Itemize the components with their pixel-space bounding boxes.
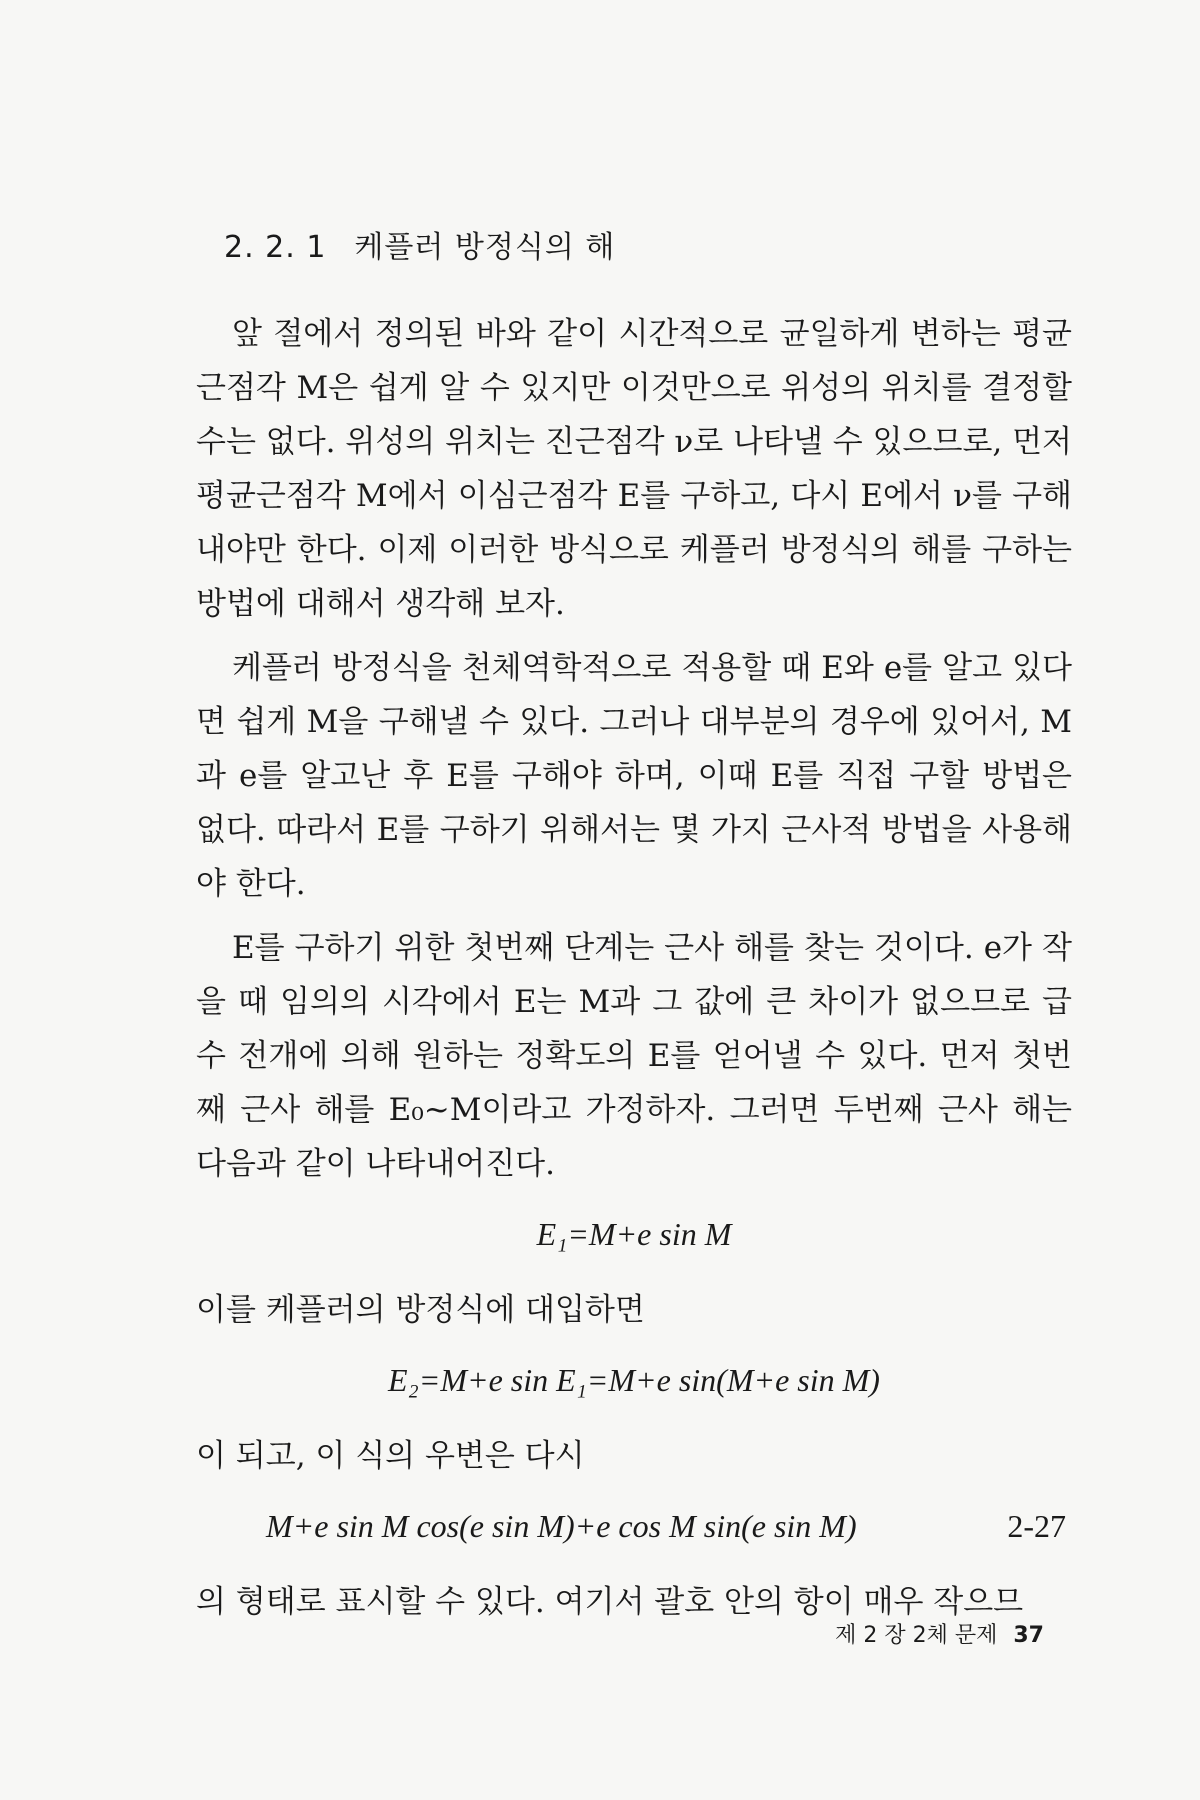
section-number: 2. 2. 1 bbox=[224, 230, 327, 265]
body-text bbox=[196, 307, 1072, 1639]
text-right-side: 이 되고, 이 식의 우변은 다시 bbox=[196, 1438, 585, 1474]
text-form: 의 형태로 표시할 수 있다. 여기서 괄호 안의 항이 매우 작으므 bbox=[196, 1584, 1024, 1620]
equation-number: 2-27 bbox=[1007, 1508, 1066, 1544]
equation-2-27-expression: M+e sin M cos(e sin M)+e cos M sin(e sin M) bbox=[266, 1508, 857, 1544]
equation-e1: E₁=M+e sin M bbox=[536, 1216, 732, 1252]
paragraph-2: 케플러 방정식을 천체역학적으로 적용할 때 E와 e를 알고 있다면 쉽게 M을 구해낼 수 있다. 그러나 대부분의 경우에 있어서, M과 e를 알고난 후 E를 구해야 하며, 이때 E를 직접 구할 방법은 없다. 따라서 E를 구하기 위해서는 몇 가지 근사적 방법을 사용해야 한다. bbox=[196, 650, 1072, 902]
equation-e2: E₂=M+e sin E₁=M+e sin(M+e sin M) bbox=[388, 1362, 880, 1398]
page-footer bbox=[835, 1618, 1044, 1649]
section-title: 케플러 방정식의 해 bbox=[354, 230, 616, 265]
paragraph-1: 앞 절에서 정의된 바와 같이 시간적으로 균일하게 변하는 평균 근점각 M은 쉽게 알 수 있지만 이것만으로 위성의 위치를 결정할 수는 없다. 위성의 위치는 진근점각 ν로 나타낼 수 있으므로, 먼저 평균근점각 M에서 이심근점각 E를 구하고, 다시 E에서 ν를 구해내야만 한다. 이제 이러한 방식으로 케플러 방정식의 해를 구하는 방법에 대해서 생각해 보자. bbox=[196, 316, 1072, 622]
section-heading bbox=[224, 222, 615, 266]
equation-2-27 bbox=[196, 1499, 1072, 1553]
page-number: 37 bbox=[1013, 1623, 1044, 1648]
paragraph-3: E를 구하기 위한 첫번째 단계는 근사 해를 찾는 것이다. e가 작을 때 임의의 시각에서 E는 M과 그 값에 큰 차이가 없으므로 급수 전개에 의해 원하는 정확도의 E를 얻어낼 수 있다. 먼저 첫번째 근사 해를 E₀~M이라고 가정하자. 그러면 두번째 근사 해는 다음과 같이 나타내어진다. bbox=[196, 930, 1072, 1182]
footer-chapter: 제 2 장 2체 문제 bbox=[835, 1623, 998, 1648]
text-substitution: 이를 케플러의 방정식에 대입하면 bbox=[196, 1292, 645, 1328]
